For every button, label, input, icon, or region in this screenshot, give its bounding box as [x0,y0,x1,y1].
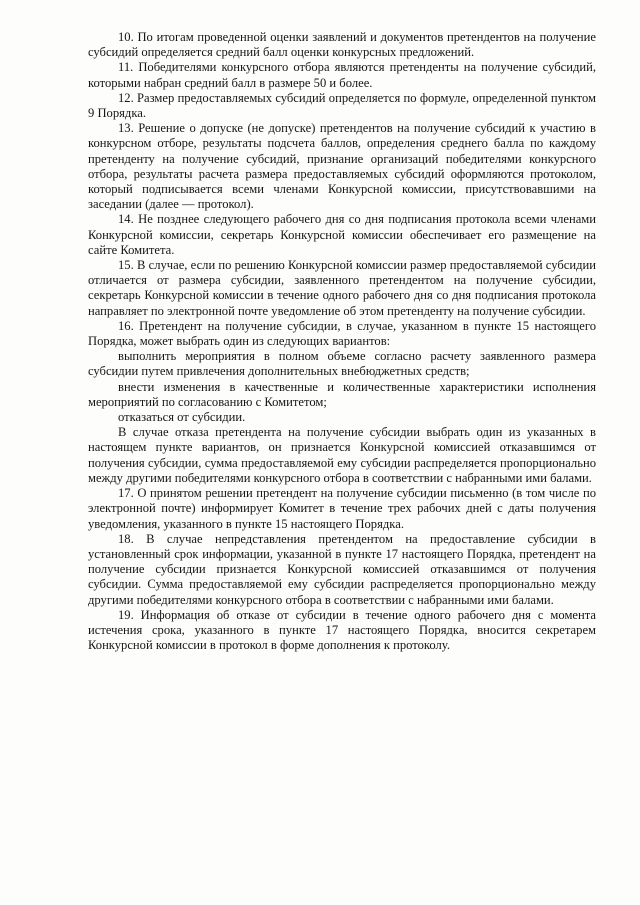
paragraph-14: 14. Не позднее следующего рабочего дня со дня подписания протокола всеми членами Конкурсной комиссии, секретарь Конкурсной комиссии обеспечивает его размещение на сайте Комитета. [88,212,596,257]
paragraph-16-option-2: внести изменения в качественные и количественные характеристики исполнения мероприятий по согласованию с Комитетом; [88,379,596,409]
paragraph-16-option-3: отказаться от субсидии. [118,410,246,425]
paragraph-12: 12. Размер предоставляемых субсидий определяется по формуле, определенной пунктом 9 Порядка. [88,90,596,121]
paragraph-16-refusal: В случае отказа претендента на получение субсидии выбрать один из указанных в настоящем пункте вариантов, он признается Конкурсной комиссией отказавшимся от получения субсидии, сумма предоставляемой ему субсидии распределяется пропорционально между другими победителями конкурсного отбора в соответствии с набранными ими балами. [88,425,596,485]
paragraph-15: 15. В случае, если по решению Конкурсной комиссии размер предоставляемой субсидии отличается от размера субсидии, заявленного претендентом на получение субсидии, секретарь Конкурсной комиссии в течение одного рабочего дня со дня подписания протокола направляет по электронной почте уведомление об этом претенденту на получение субсидии. [88,258,596,318]
paragraph-16-option-1: выполнить мероприятия в полном объеме согласно расчету заявленного размера субсидии путем привлечения дополнительных внебюджетных средств; [88,349,596,379]
document-body [88,30,596,653]
paragraph-10: 10. По итогам проведенной оценки заявлений и документов претендентов на получение субсидий определяется средний балл оценки конкурсных предложений. [88,30,596,60]
paragraph-19: 19. Информация об отказе от субсидии в течение одного рабочего дня с момента истечения срока, указанного в пункте 17 настоящего Порядка, вносится секретарем Конкурсной комиссии в протокол в форме дополнения к протоколу. [88,607,596,653]
paragraph-17: 17. О принятом решении претендент на получение субсидии письменно (в том числе по электронной почте) информирует Комитет в течение трех рабочих дней с даты получения уведомления, указанного в пункте 15 настоящего Порядка. [88,486,596,531]
paragraph-13: 13. Решение о допуске (не допуске) претендентов на получение субсидий к участию в конкурсном отборе, результаты подсчета баллов, определения среднего балла по каждому претенденту на получение субсидий, признание организаций победителями конкурсного отбора, результаты расчета размера предоставляемых субсидий оформляются протоколом, который подписывается всеми членами Конкурсной комиссии, присутствовавшими на заседании (далее — протокол). [88,121,596,212]
paragraph-18: 18. В случае непредставления претендентом на предоставление субсидии в установленный срок информации, указанной в пункте 17 настоящего Порядка, претендент на получение субсидии признается Конкурсной комиссией отказавшимся от получения субсидии. Сумма предоставляемой ему субсидии распределяется пропорционально между другими победителями конкурсного отбора в соответствии с набранными ими балами. [88,531,596,607]
paragraph-11: 11. Победителями конкурсного отбора являются претенденты на получение субсидий, которыми набран средний балл в размере 50 и более. [88,60,596,90]
paragraph-16: 16. Претендент на получение субсидии, в случае, указанном в пункте 15 настоящего Порядка, может выбрать один из следующих вариантов: [88,318,596,349]
